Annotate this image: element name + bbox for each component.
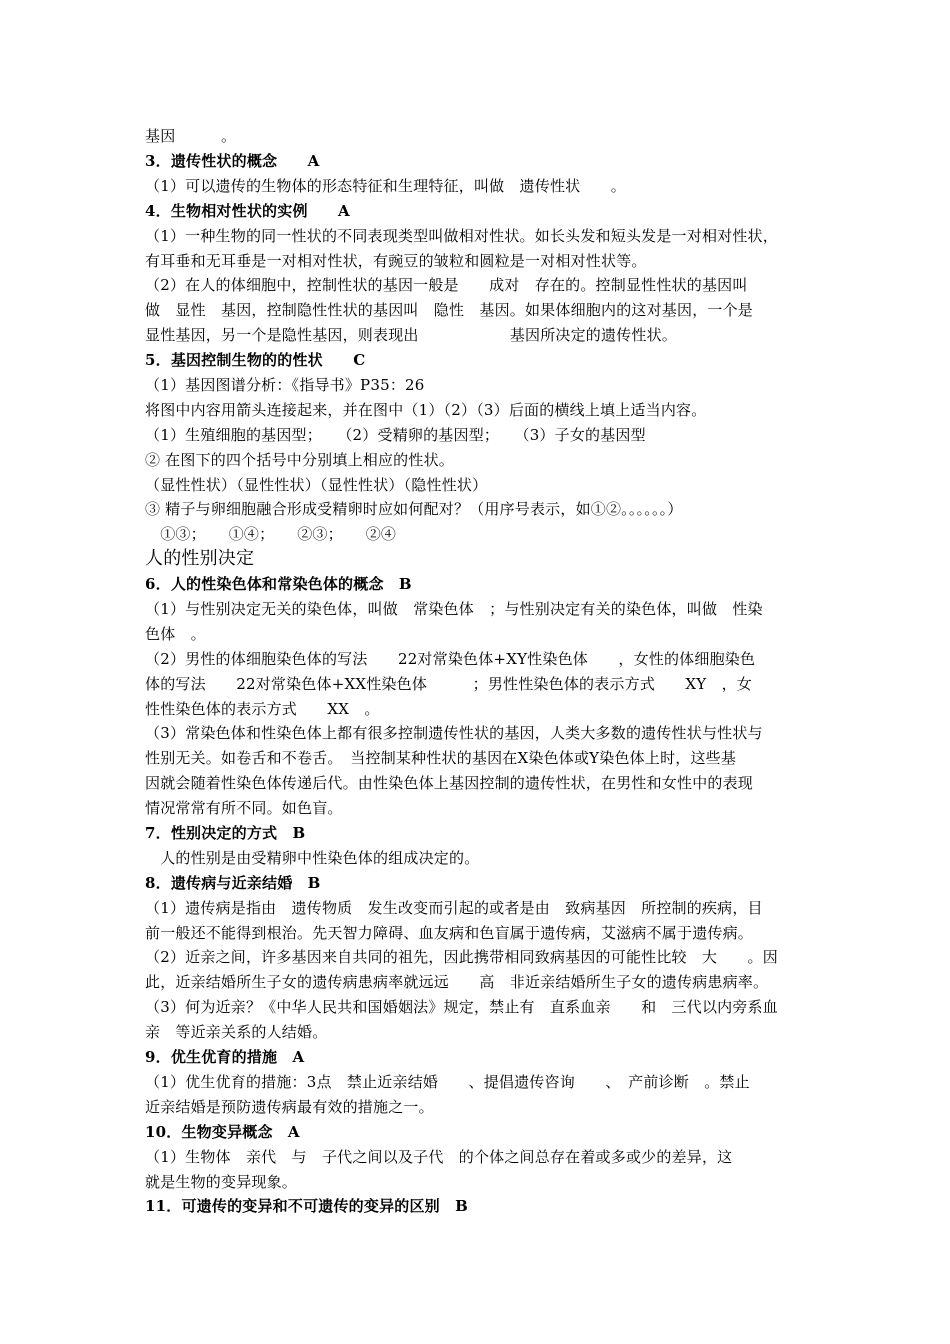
text-line: （1）遗传病是指由 遗传物质 发生改变而引起的或者是由 致病基因 所控制的疾病，目 — [145, 899, 763, 917]
text-line: （2）在人的体细胞中，控制性状的基因一般是 成对 存在的。控制显性性状的基因叫 — [145, 276, 748, 294]
section-heading: 6．人的性染色体和常染色体的概念 B — [145, 575, 412, 593]
text-line: ③ 精子与卵细胞融合形成受精卵时应如何配对？（用序号表示，如①②。。。。。。） — [145, 500, 683, 518]
section-heading: 5．基因控制生物的的性状 C — [145, 351, 366, 369]
text-line: 性性染色体的表示方式 XX 。 — [145, 700, 380, 718]
text-line: 因就会随着性染色体传递后代。由性染色体上基因控制的遗传性状，在男性和女性中的表现 — [145, 774, 754, 792]
text-line: 显性基因，另一个是隐性基因，则表现出 基因所决定的遗传性状。 — [145, 326, 678, 344]
section-heading: 8．遗传病与近亲结婚 B — [145, 874, 321, 892]
text-line: ①③； ①④； ②③； ②④ — [145, 525, 397, 543]
text-line: （3）何为近亲？《中华人民共和国婚姻法》规定，禁止有 直系血亲 和 三代以内旁系血 — [145, 998, 778, 1016]
text-line: 做 显性 基因，控制隐性性状的基因叫 隐性 基因。如果体细胞内的这对基因，一个是 — [145, 301, 754, 319]
text-line: 体的写法 22对常染色体+XX性染色体 ；男性性染色体的表示方式 XY ，女 — [145, 675, 752, 693]
section-heading: 4．生物相对性状的实例 A — [145, 202, 350, 220]
text-line: 近亲结婚是预防遗传病最有效的措施之一。 — [145, 1098, 434, 1116]
text-line: （1）基因图谱分析：《指导书》P35：26 — [145, 376, 425, 394]
text-line: 性别无关。如卷舌和不卷舌。 当控制某种性状的基因在X染色体或Y染色体上时，这些基 — [145, 749, 737, 767]
chapter-title: 人的性别决定 — [145, 548, 255, 569]
section-heading: 10．生物变异概念 A — [145, 1123, 300, 1141]
text-line: （1）可以遗传的生物体的形态特征和生理特征，叫做 遗传性状 。 — [145, 177, 626, 195]
text-line: 情况常常有所不同。如色盲。 — [145, 799, 343, 817]
text-line: （1）与性别决定无关的染色体，叫做 常染色体 ；与性别决定有关的染色体，叫做 性染 — [145, 600, 763, 618]
section-heading: 7．性别决定的方式 B — [145, 824, 306, 842]
text-line: （2）近亲之间，许多基因来自共同的祖先，因此携带相同致病基因的可能性比较 大 。因 — [145, 948, 778, 966]
text-line: （1）生物体 亲代 与 子代之间以及子代 的个体之间总存在着或多或少的差异，这 — [145, 1148, 733, 1166]
text-line: （1）优生优育的措施：3点 禁止近亲结婚 、提倡遗传咨询 、 产前诊断 。禁止 — [145, 1073, 750, 1091]
text-line: 将图中内容用箭头连接起来，并在图中（1）（2）（3）后面的横线上填上适当内容。 — [145, 401, 707, 419]
text-line: 色体 。 — [145, 625, 206, 643]
text-line: 亲 等近亲关系的人结婚。 — [145, 1023, 328, 1041]
text-line: 就是生物的变异现象。 — [145, 1173, 298, 1191]
text-line: （显性性状）（显性性状）（显性性状）（隐性性状） — [145, 476, 488, 494]
section-heading: 11．可遗传的变异和不可遗传的变异的区别 B — [145, 1197, 468, 1215]
text-line: ② 在图下的四个括号中分别填上相应的性状。 — [145, 451, 454, 469]
text-line: 此，近亲结婚所生子女的遗传病患病率就远远 高 非近亲结婚所生子女的遗传病患病率。 — [145, 973, 769, 991]
text-line: 人的性别是由受精卵中性染色体的组成决定的。 — [145, 849, 480, 867]
text-line: 有耳垂和无耳垂是一对相对性状，有豌豆的皱粒和圆粒是一对相对性状等。 — [145, 252, 647, 270]
text-line: （2）男性的体细胞染色体的写法 22对常染色体+XY性染色体 ，女性的体细胞染色 — [145, 650, 756, 668]
text-line: 基因 。 — [145, 127, 237, 145]
section-heading: 9．优生优育的措施 A — [145, 1048, 305, 1066]
text-line: （1）一种生物的同一性状的不同表现类型叫做相对性状。如长头发和短头发是一对相对性状， — [145, 227, 778, 245]
text-line: 前一般还不能得到根治。先天智力障碍、血友病和色盲属于遗传病，艾滋病不属于遗传病。 — [145, 924, 754, 942]
section-heading: 3．遗传性状的概念 A — [145, 152, 320, 170]
text-line: （1）生殖细胞的基因型； （2）受精卵的基因型； （3）子女的基因型 — [145, 426, 646, 444]
text-line: （3）常染色体和性染色体上都有很多控制遗传性状的基因，人类大多数的遗传性状与性状与 — [145, 724, 763, 742]
